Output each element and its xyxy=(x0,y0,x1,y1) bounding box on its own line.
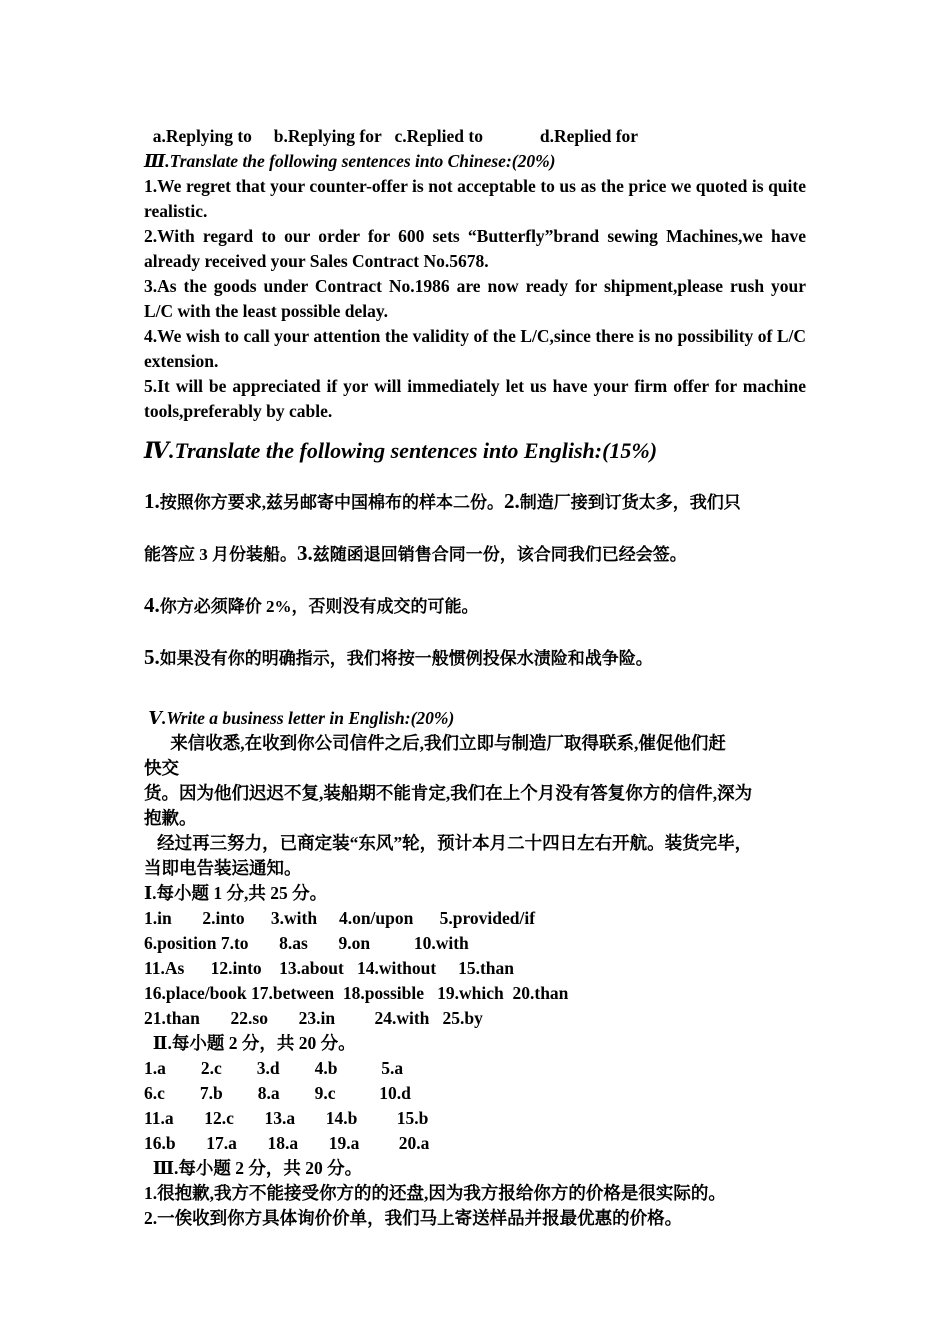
answer-row: 6.position 7.to 8.as 9.on 10.with xyxy=(144,933,469,953)
answers-part3-heading: Ⅲ.每小题 2 分，共 20 分。 xyxy=(144,1158,363,1178)
answer-row: 21.than 22.so 23.in 24.with 25.by xyxy=(144,1008,483,1028)
letter-line: 经过再三努力，已商定装“东风”轮，预计本月二十四日左右开航。装货完毕， xyxy=(144,833,753,853)
section4-heading: Ⅳ.Translate the following sentences into English:(15%) xyxy=(144,438,658,463)
item-number: 4. xyxy=(144,593,160,617)
item-number: 2. xyxy=(504,489,520,513)
letter-line: 当即电告装运通知。 xyxy=(144,858,302,878)
answer-row: 16.place/book 17.between 18.possible 19.which 20.than xyxy=(144,983,569,1003)
letter-line: 来信收悉,在收到你公司信件之后,我们立即与制造厂取得联系,催促他们赶 xyxy=(144,733,726,753)
answer-row: 2.一俟收到你方具体询价价单，我们马上寄送样品并报最优惠的价格。 xyxy=(144,1208,683,1228)
answer-row: 1.很抱歉,我方不能接受你方的的还盘,因为我方报给你方的价格是很实际的。 xyxy=(144,1183,726,1203)
sentence-text: 按照你方要求,兹另邮寄中国棉布的样本二份。 xyxy=(159,493,504,512)
section4-line-1 xyxy=(144,476,806,528)
sentence-text: 如果没有你的明确指示，我们将按一般惯例投保水渍险和战争险。 xyxy=(159,649,653,668)
letter-line: 货。因为他们迟迟不复,装船期不能肯定,我们在上个月没有答复你方的信件,深为 xyxy=(144,783,753,803)
section4-line-4 xyxy=(144,632,806,684)
answer-row: 16.b 17.a 18.a 19.a 20.a xyxy=(144,1133,430,1153)
letter-line: 快交 xyxy=(144,758,179,778)
sentence-text: 你方必须降价 2%，否则没有成交的可能。 xyxy=(159,597,479,616)
sentence-text: 兹随函退回销售合同一份，该合同我们已经会签。 xyxy=(312,545,687,564)
spacer xyxy=(144,684,806,706)
answers-part2-heading: Ⅱ.每小题 2 分，共 20 分。 xyxy=(144,1033,356,1053)
section3-item-4: 4.We wish to call your attention the validity of the L/C,since there is no possibility of L/C extension. xyxy=(144,326,806,371)
answer-row: 1.a 2.c 3.d 4.b 5.a xyxy=(144,1058,404,1078)
item-number: 1. xyxy=(144,489,160,513)
answers-part1-heading: Ⅰ.每小题 1 分,共 25 分。 xyxy=(144,883,328,903)
sentence-text: 能答应 3 月份装船。 xyxy=(144,545,297,564)
answer-row: 1.in 2.into 3.with 4.on/upon 5.provided/if xyxy=(144,908,536,928)
letter-line: 抱歉。 xyxy=(144,808,197,828)
section3-item-3: 3.As the goods under Contract No.1986 are now ready for shipment,please rush your L/C with the least possible delay. xyxy=(144,276,806,321)
section4-line-2 xyxy=(144,528,806,580)
section3-item-2: 2.With regard to our order for 600 sets “Butterfly”brand sewing Machines,we have already received your Sales Contract No.5678. xyxy=(144,226,806,271)
answer-row: 11.a 12.c 13.a 14.b 15.b xyxy=(144,1108,429,1128)
section4-line-3 xyxy=(144,580,806,632)
item-number: 5. xyxy=(144,645,160,669)
item-number: 3. xyxy=(297,541,313,565)
answer-row: 6.c 7.b 8.a 9.c 10.d xyxy=(144,1083,411,1103)
section3-item-1: 1.We regret that your counter-offer is not acceptable to us as the price we quoted is quite realistic. xyxy=(144,176,806,221)
section3-heading: Ⅲ.Translate the following sentences into Chinese:(20%) xyxy=(144,151,556,171)
sentence-text: 制造厂接到订货太多，我们只 xyxy=(519,493,741,512)
section5-heading: Ⅴ.Write a business letter in English:(20%) xyxy=(144,708,455,728)
document-page xyxy=(144,124,806,1231)
section3-item-5: 5.It will be appreciated if yor will immediately let us have your firm offer for machine tools,preferably by cable. xyxy=(144,376,806,421)
options-line: a.Replying to b.Replying for c.Replied to d.Replied for xyxy=(144,126,639,146)
answer-row: 11.As 12.into 13.about 14.without 15.than xyxy=(144,958,514,978)
